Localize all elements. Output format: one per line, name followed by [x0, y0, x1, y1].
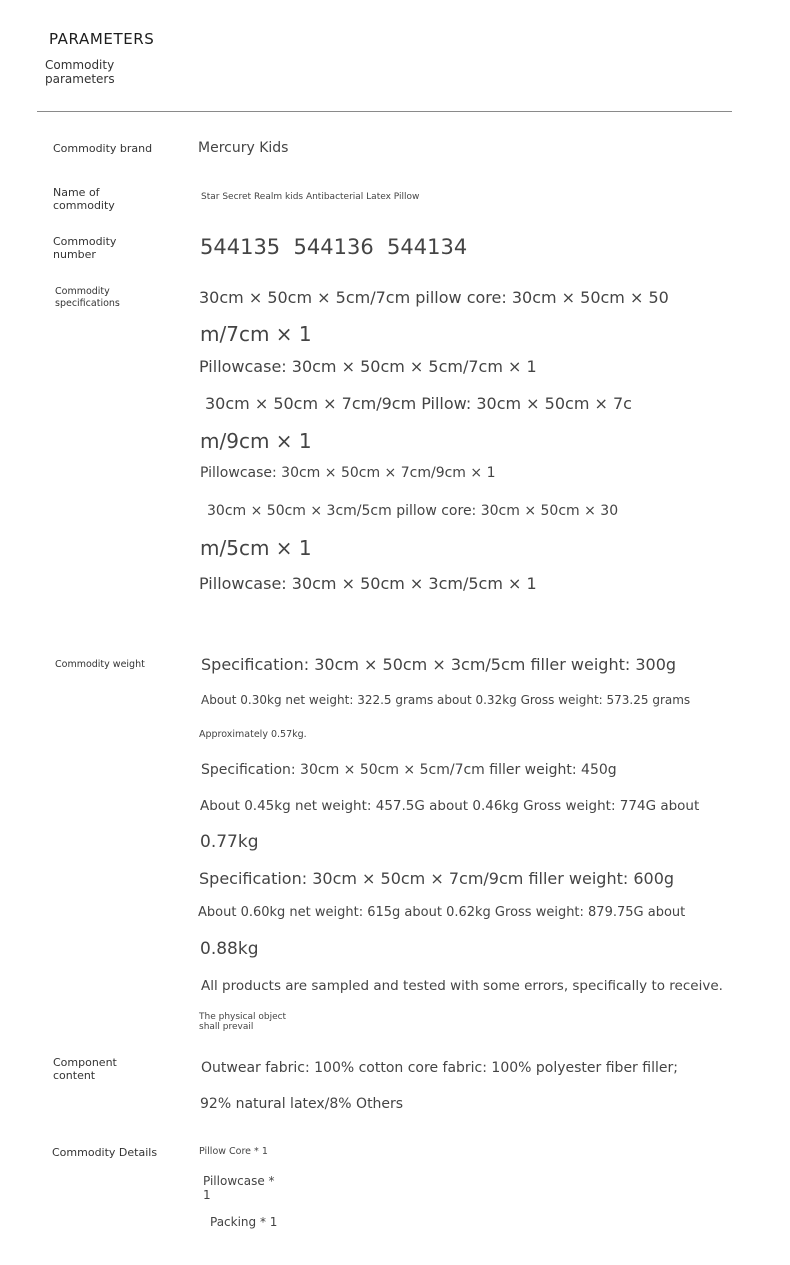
- specifications-label: Commodity specifications: [55, 286, 120, 309]
- weight-line-2: About 0.30kg net weight: 322.5 grams about 0.32kg Gross weight: 573.25 grams: [201, 693, 691, 707]
- spec-line-6: Pillowcase: 30cm × 50cm × 7cm/9cm × 1: [200, 465, 496, 481]
- spec-line-2: m/7cm × 1: [200, 322, 312, 346]
- weight-note: All products are sampled and tested with some errors, specifically to receive.: [201, 978, 723, 994]
- details-line-2: Pillowcase * 1: [203, 1174, 275, 1202]
- weight-line-9: 0.88kg: [200, 939, 259, 959]
- weight-label: Commodity weight: [55, 659, 145, 670]
- details-line-3: Packing * 1: [210, 1215, 278, 1229]
- number-label: Commodity number: [53, 235, 117, 261]
- spec-line-4: 30cm × 50cm × 7cm/9cm Pillow: 30cm × 50cm × 7c: [205, 394, 632, 413]
- weight-line-6: 0.77kg: [200, 832, 259, 852]
- details-label: Commodity Details: [52, 1146, 158, 1159]
- component-line-2: 92% natural latex/8% Others: [200, 1096, 404, 1112]
- number-value: 544135 544136 544134: [200, 235, 468, 259]
- spec-line-9: Pillowcase: 30cm × 50cm × 3cm/5cm × 1: [199, 574, 537, 593]
- weight-line-5: About 0.45kg net weight: 457.5G about 0.46kg Gross weight: 774G about: [200, 798, 700, 814]
- weight-line-8: About 0.60kg net weight: 615g about 0.62kg Gross weight: 879.75G about: [198, 905, 686, 920]
- name-label: Name of commodity: [53, 186, 115, 212]
- header-divider: [37, 111, 732, 112]
- brand-label: Commodity brand: [53, 142, 153, 155]
- spec-line-1: 30cm × 50cm × 5cm/7cm pillow core: 30cm × 50cm × 50: [199, 288, 669, 307]
- spec-line-3: Pillowcase: 30cm × 50cm × 5cm/7cm × 1: [199, 357, 537, 376]
- weight-note-small: The physical object shall prevail: [199, 1012, 287, 1032]
- spec-line-8: m/5cm × 1: [200, 536, 312, 560]
- spec-line-7: 30cm × 50cm × 3cm/5cm pillow core: 30cm × 50cm × 30: [207, 503, 619, 519]
- page-title: PARAMETERS: [49, 30, 155, 48]
- page-subtitle: Commodity parameters: [45, 58, 115, 86]
- name-value: Star Secret Realm kids Antibacterial Latex Pillow: [201, 192, 420, 202]
- spec-line-5: m/9cm × 1: [200, 429, 312, 453]
- details-line-1: Pillow Core * 1: [199, 1146, 268, 1157]
- weight-line-1: Specification: 30cm × 50cm × 3cm/5cm filler weight: 300g: [201, 655, 677, 674]
- weight-line-7: Specification: 30cm × 50cm × 7cm/9cm filler weight: 600g: [199, 869, 675, 888]
- weight-line-3: Approximately 0.57kg.: [199, 729, 307, 740]
- brand-value: Mercury Kids: [198, 140, 289, 156]
- component-label: Component content: [53, 1056, 117, 1082]
- component-line-1: Outwear fabric: 100% cotton core fabric: 100% polyester fiber filler;: [201, 1060, 678, 1076]
- weight-line-4: Specification: 30cm × 50cm × 5cm/7cm filler weight: 450g: [201, 762, 617, 778]
